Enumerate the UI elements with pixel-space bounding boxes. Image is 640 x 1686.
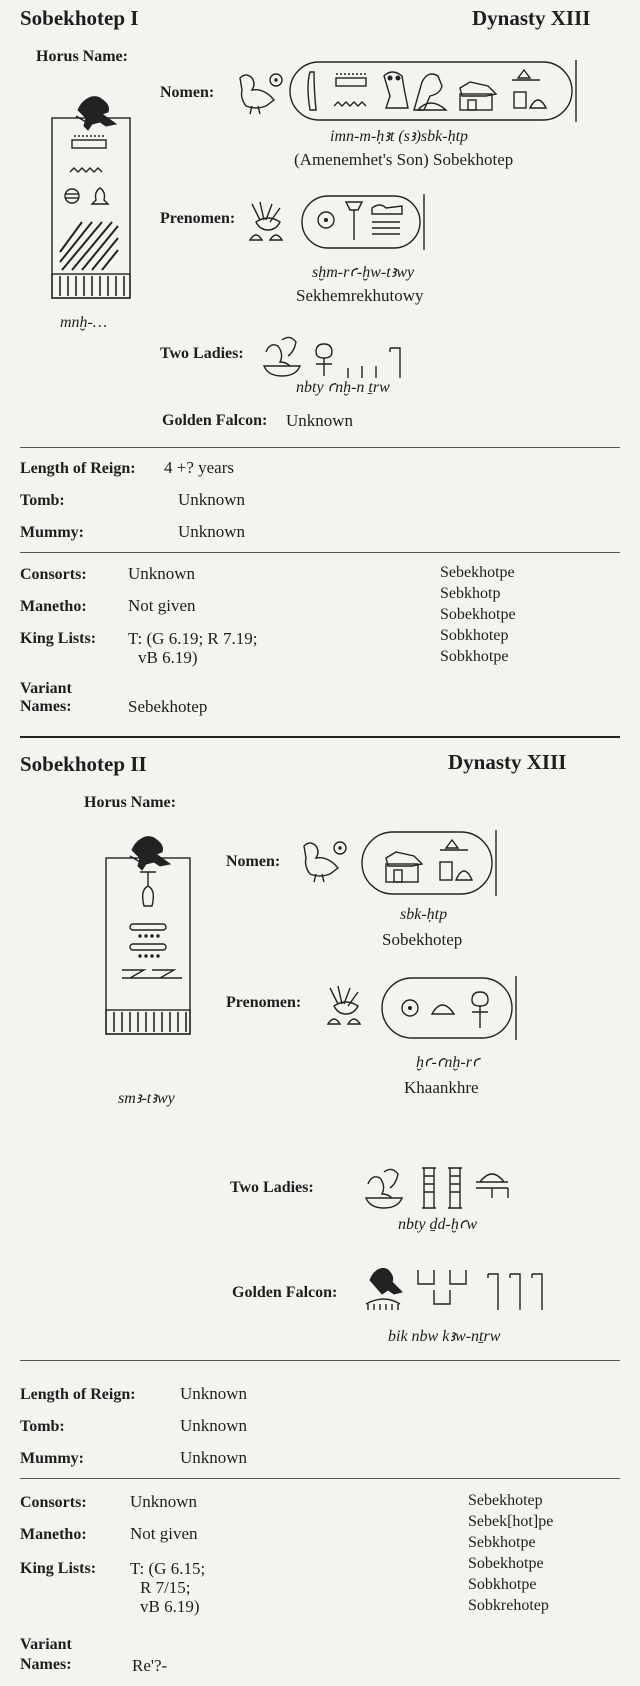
horus-translit: smꜣ-tꜣwy [118,1090,175,1107]
two-ladies-icon [262,330,408,380]
nomen-translit: imn-m-ḥꜣt (sꜣ)sbk-ḥtp [330,128,469,145]
nomen-label: Nomen: [160,84,215,101]
sa-ra-icon [300,836,348,884]
variant-item: Sobkhotpe [468,1576,537,1593]
two-ladies-translit: nbty ḏd-ḫꜥw [398,1216,478,1233]
consorts-label: Consorts: [20,566,87,583]
reign-value: Unknown [180,1384,248,1403]
section-divider [20,1478,620,1479]
king-lists-line: T: (G 6.15; [130,1559,206,1578]
tomb-label: Tomb: [20,492,65,509]
manetho-value: Not given [130,1524,198,1543]
prenomen-name: Khaankhre [404,1078,479,1097]
golden-falcon-label: Golden Falcon: [232,1284,338,1301]
variant-value: Re'?- [132,1656,168,1675]
king-lists-line: vB 6.19) [138,648,198,667]
manetho-value: Not given [128,596,196,615]
two-ladies-label: Two Ladies: [160,345,244,362]
serekh-icon [100,820,196,1040]
mummy-value: Unknown [180,1448,248,1467]
variant-item: Sebekhotpe [440,564,515,581]
serekh-icon [48,74,138,304]
entry-divider [20,736,620,738]
prenomen-translit: ḫꜥ-ꜥnḫ-rꜥ [416,1054,480,1071]
manetho-label: Manetho: [20,1526,87,1543]
tomb-value: Unknown [180,1416,248,1435]
reign-label: Length of Reign: [20,1386,136,1403]
golden-falcon-translit: bik nbw kꜣw-nṯrw [388,1328,501,1345]
variant-item: Sebek[hot]pe [468,1513,554,1530]
section-divider [20,447,620,448]
golden-falcon-icon [364,1258,564,1318]
horus-name-label: Horus Name: [36,48,128,65]
sedge-bee-icon [324,984,368,1028]
consorts-value: Unknown [130,1492,198,1511]
variant-item: Sobekhotpe [440,606,516,623]
variant-names-label: Names: [20,698,72,715]
variant-names-label: Names: [20,1656,72,1673]
nomen-cartouche-icon [288,58,580,124]
variant-item: Sebekhotep [468,1492,543,1509]
variant-label: Variant [20,1636,72,1653]
manetho-label: Manetho: [20,598,87,615]
mummy-label: Mummy: [20,1450,84,1467]
variant-item: Sobkhotep [440,627,509,644]
two-ladies-translit: nbty ꜥnḫ-n ṯrw [296,379,390,396]
king-lists-label: King Lists: [20,1560,97,1577]
nomen-translit: sbk-ḥtp [400,906,448,923]
mummy-label: Mummy: [20,524,84,541]
dynasty-label: Dynasty XIII [472,6,591,30]
sedge-bee-icon [246,200,290,244]
variant-item: Sobekhotpe [468,1555,544,1572]
reign-label: Length of Reign: [20,460,136,477]
variant-item: Sobkrehotep [468,1597,549,1614]
king-name: Sobekhotep II [20,752,147,776]
variant-item: Sobkhotpe [440,648,509,665]
horus-name-label: Horus Name: [84,794,176,811]
prenomen-label: Prenomen: [226,994,302,1011]
mummy-value: Unknown [178,522,246,541]
horus-translit: mnḫ-… [60,314,108,331]
variant-value: Sebekhotep [128,697,208,716]
section-divider [20,552,620,553]
two-ladies-icon [364,1162,532,1212]
nomen-label: Nomen: [226,853,281,870]
variant-item: Sebkhotp [440,585,501,602]
variant-list [468,1490,553,1616]
prenomen-translit: sḫm-rꜥ-ḫw-tꜣwy [312,264,415,281]
section-divider [20,1360,620,1361]
variant-list [440,562,516,667]
prenomen-name: Sekhemrekhutowy [296,286,424,305]
consorts-label: Consorts: [20,1494,87,1511]
variant-item: Sebkhotpe [468,1534,536,1551]
nomen-name: (Amenemhet's Son) Sobekhotep [294,150,514,169]
tomb-label: Tomb: [20,1418,65,1435]
prenomen-label: Prenomen: [160,210,236,227]
king-lists-line: R 7/15; [140,1578,191,1597]
prenomen-cartouche-icon [300,192,430,252]
two-ladies-label: Two Ladies: [230,1179,314,1196]
king-lists-line: T: (G 6.19; R 7.19; [128,629,258,648]
golden-falcon-label: Golden Falcon: [162,412,268,429]
prenomen-cartouche-icon [380,974,522,1044]
king-lists-line: vB 6.19) [140,1597,200,1616]
variant-label: Variant [20,680,72,697]
nomen-cartouche-icon [360,828,502,898]
reign-value: 4 +? years [164,458,235,477]
dynasty-label: Dynasty XIII [448,750,567,774]
sa-ra-icon [236,68,284,116]
tomb-value: Unknown [178,490,246,509]
golden-falcon-value: Unknown [286,411,354,430]
king-lists-label: King Lists: [20,630,97,647]
nomen-name: Sobekhotep [382,930,463,949]
king-name: Sobekhotep I [20,6,139,30]
consorts-value: Unknown [128,564,196,583]
